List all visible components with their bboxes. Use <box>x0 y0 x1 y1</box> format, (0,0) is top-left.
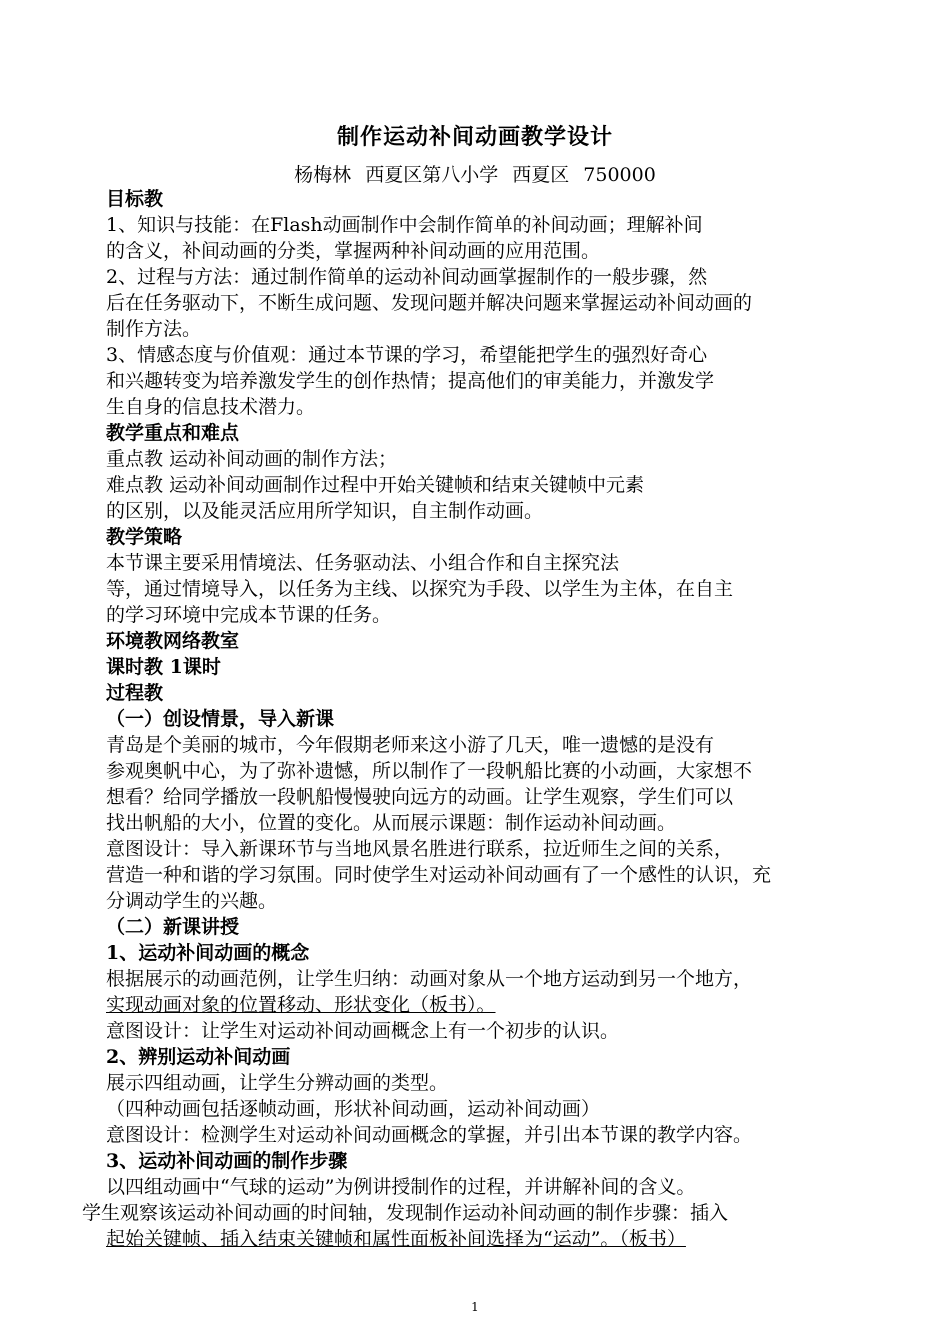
text-line: 营造一种和谐的学习氛围。同时使学生对运动补间动画有了一个感性的认识，充 <box>106 864 772 886</box>
text-line: 难点教 运动补间动画制作过程中开始关键帧和结束关键帧中元素 <box>106 474 645 496</box>
subsection-heading: 2、辨别运动补间动画 <box>106 1046 291 1068</box>
text-line: 以四组动画中“气球的运动”为例讲授制作的过程，并讲解补间的含义。 <box>106 1176 696 1198</box>
section-heading: 教学重点和难点 <box>106 422 240 444</box>
text-line: 制作方法。 <box>106 318 202 340</box>
text-line: 意图设计：检测学生对运动补间动画概念的掌握，并引出本节课的教学内容。 <box>106 1124 753 1146</box>
text-line: 和兴趣转变为培养激发学生的创作热情；提高他们的审美能力，并激发学 <box>106 370 715 392</box>
subsection-heading: （一）创设情景，导入新课 <box>106 708 335 730</box>
author-line: 杨梅林 西夏区第八小学 西夏区 750000 <box>294 164 656 186</box>
subsection-heading: 1、运动补间动画的概念 <box>106 942 310 964</box>
text-line: 分调动学生的兴趣。 <box>106 890 278 912</box>
subsection-heading: 3、运动补间动画的制作步骤 <box>106 1150 348 1172</box>
text-line: 意图设计：让学生对运动补间动画概念上有一个初步的认识。 <box>106 1020 620 1042</box>
text-line: 展示四组动画，让学生分辨动画的类型。 <box>106 1072 449 1094</box>
text-line: 青岛是个美丽的城市，今年假期老师来这小游了几天，唯一遗憾的是没有 <box>106 734 715 756</box>
page-number: 1 <box>471 1300 479 1314</box>
text-line: 想看？给同学播放一段帆船慢慢驶向远方的动画。让学生观察，学生们可以 <box>106 786 734 808</box>
text-line: 重点教 运动补间动画的制作方法； <box>106 448 398 470</box>
text-line: 3、情感态度与价值观：通过本节课的学习，希望能把学生的强烈好奇心 <box>106 344 708 366</box>
section-heading: 课时教 1课时 <box>106 656 221 678</box>
document-title: 制作运动补间动画教学设计 <box>336 124 613 150</box>
section-heading: 目标教 <box>106 188 164 210</box>
section-heading: 环境教网络教室 <box>106 630 240 652</box>
text-line: 的含义，补间动画的分类，掌握两种补间动画的应用范围。 <box>106 240 601 262</box>
subsection-heading: （二）新课讲授 <box>106 916 240 938</box>
text-line: 的学习环境中完成本节课的任务。 <box>106 604 392 626</box>
text-line: 参观奥帆中心，为了弥补遗憾，所以制作了一段帆船比赛的小动画，大家想不 <box>106 760 753 782</box>
text-line: 的区别，以及能灵活应用所学知识，自主制作动画。 <box>106 500 544 522</box>
text-line: 后在任务驱动下，不断生成问题、发现问题并解决问题来掌握运动补间动画的 <box>106 292 753 314</box>
text-line: 生自身的信息技术潜力。 <box>106 396 316 418</box>
text-line: 本节课主要采用情境法、任务驱动法、小组合作和自主探究法 <box>106 552 620 574</box>
text-line: （四种动画包括逐帧动画，形状补间动画，运动补间动画） <box>106 1098 601 1120</box>
text-line: 2、过程与方法：通过制作简单的运动补间动画掌握制作的一般步骤，然 <box>106 266 708 288</box>
text-line: 学生观察该运动补间动画的时间轴，发现制作运动补间动画的制作步骤：插入 <box>82 1202 729 1224</box>
section-heading: 教学策略 <box>106 526 183 548</box>
text-line: 等，通过情境导入，以任务为主线、以探究为手段、以学生为主体，在自主 <box>106 578 734 600</box>
text-line: 1、知识与技能：在Flash动画制作中会制作简单的补间动画；理解补间 <box>106 214 703 236</box>
text-line: 找出帆船的大小，位置的变化。从而展示课题：制作运动补间动画。 <box>106 812 677 834</box>
text-line-underlined: 实现动画对象的位置移动、形状变化（板书）。 <box>106 994 496 1016</box>
text-line-underlined: 起始关键帧、插入结束关键帧和属性面板补间选择为“运动”。（板书） <box>106 1228 686 1250</box>
text-line: 根据展示的动画范例，让学生归纳：动画对象从一个地方运动到另一个地方， <box>106 968 753 990</box>
text-line: 意图设计：导入新课环节与当地风景名胜进行联系，拉近师生之间的关系， <box>106 838 734 860</box>
section-heading: 过程教 <box>106 682 164 704</box>
